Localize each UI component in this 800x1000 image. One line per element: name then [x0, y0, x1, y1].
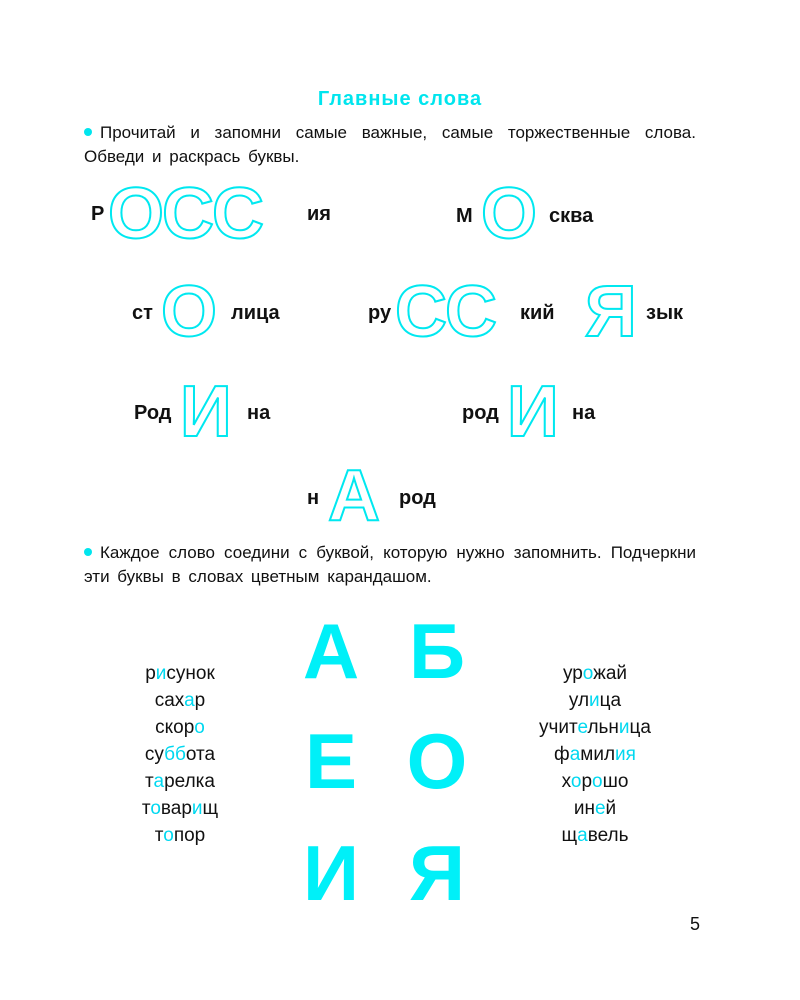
word-rodina2-pre: род — [462, 402, 499, 424]
big-letter-ya[interactable]: Я — [408, 829, 466, 917]
word-part: ин — [573, 798, 595, 819]
left-word-5[interactable] — [110, 795, 250, 822]
word-narod-outline-letter[interactable]: А — [328, 456, 380, 536]
highlighted-letters: бб — [164, 744, 186, 765]
left-word-6[interactable] — [110, 822, 250, 849]
word-part: т — [145, 771, 154, 792]
highlighted-letters: ия — [615, 744, 636, 765]
highlighted-letters: и — [191, 798, 203, 819]
word-moskva-outline-letter[interactable]: О — [481, 174, 538, 254]
word-part: скор — [155, 717, 195, 738]
word-moskva-pre: М — [456, 205, 473, 227]
left-word-4[interactable] — [110, 768, 250, 795]
word-part: х — [561, 771, 571, 792]
word-rossiya-post: ия — [307, 203, 331, 225]
word-part: пор — [173, 825, 206, 846]
word-part: су — [144, 744, 165, 765]
highlighted-letters: а — [569, 744, 581, 765]
word-part: вель — [587, 825, 629, 846]
word-rodina1-outline-letter[interactable]: И — [180, 372, 232, 452]
word-part: р — [194, 690, 206, 711]
word-yazyk-outline-letter[interactable]: Я — [585, 272, 637, 352]
word-rossiya-pre: Р — [91, 203, 105, 225]
word-part: т — [141, 798, 151, 819]
word-part: ца — [629, 717, 651, 738]
right-word-5[interactable] — [520, 795, 670, 822]
word-rodina1-pre: Род — [134, 402, 172, 424]
highlighted-letters: о — [592, 771, 603, 792]
word-part: сунок — [166, 663, 215, 684]
left-word-list — [110, 660, 250, 849]
right-word-4[interactable] — [520, 768, 670, 795]
highlighted-letters: и — [155, 663, 167, 684]
big-letter-b[interactable]: Б — [408, 607, 466, 695]
instruction-2-text: Каждое слово соедини с буквой, которую нужно запомнить. Подчеркни эти буквы в словах цветным карандашом. — [84, 543, 696, 586]
highlighted-letters: е — [594, 798, 606, 819]
highlighted-letters: о — [150, 798, 161, 819]
word-rossiya-outline-letters[interactable]: ОСС — [108, 174, 262, 254]
instruction-1-text: Прочитай и запомни самые важные, самые торжественные слова. Обведи и раскрась буквы. — [84, 123, 696, 166]
word-part: ота — [185, 744, 216, 765]
big-letter-e[interactable]: Е — [304, 717, 358, 805]
word-rodina1-post: на — [247, 402, 271, 424]
word-part: учит — [538, 717, 578, 738]
word-part: р — [145, 663, 156, 684]
instruction-2 — [84, 541, 696, 589]
left-word-2[interactable] — [110, 714, 250, 741]
right-word-6[interactable] — [520, 822, 670, 849]
word-stolica-outline-letter[interactable]: О — [161, 272, 218, 352]
word-part: й — [605, 798, 617, 819]
highlighted-letters: о — [163, 825, 174, 846]
right-word-2[interactable] — [520, 714, 670, 741]
word-part: ца — [599, 690, 622, 711]
word-russkiy-pre: ру — [368, 302, 392, 324]
highlighted-letters: е — [577, 717, 588, 738]
word-part: ул — [568, 690, 590, 711]
word-yazyk-post: зык — [646, 302, 684, 324]
big-letter-o[interactable]: О — [406, 717, 468, 805]
word-part: вар — [160, 798, 192, 819]
bullet-icon — [84, 548, 92, 556]
highlighted-letters: и — [589, 690, 600, 711]
highlighted-letters: а — [184, 690, 195, 711]
word-russkiy-outline-letters[interactable]: СС — [395, 272, 495, 352]
right-word-0[interactable] — [520, 660, 670, 687]
left-word-3[interactable] — [110, 741, 250, 768]
word-part: р — [581, 771, 593, 792]
left-word-0[interactable] — [110, 660, 250, 687]
word-part: льн — [587, 717, 619, 738]
word-part: т — [154, 825, 164, 846]
highlighted-letters: о — [582, 663, 594, 684]
word-rodina2-post: на — [572, 402, 596, 424]
word-part: релка — [164, 771, 215, 792]
word-narod-pre: н — [307, 487, 320, 509]
word-rodina2-outline-letter[interactable]: И — [507, 372, 559, 452]
word-part: ф — [554, 744, 570, 765]
word-narod-post: род — [399, 487, 436, 509]
instruction-1 — [84, 121, 696, 169]
left-word-1[interactable] — [110, 687, 250, 714]
right-word-list — [520, 660, 670, 849]
bullet-icon — [84, 128, 92, 136]
highlighted-letters: а — [577, 825, 588, 846]
word-part: щ — [202, 798, 219, 819]
big-letter-a[interactable]: А — [302, 607, 360, 695]
word-part: ур — [562, 663, 583, 684]
highlighted-letters: о — [570, 771, 582, 792]
word-part: сах — [154, 690, 185, 711]
word-part: жай — [593, 663, 628, 684]
right-word-3[interactable] — [520, 741, 670, 768]
highlighted-letters: и — [618, 717, 630, 738]
word-moskva-post: сква — [549, 205, 594, 227]
word-stolica-post: лица — [231, 302, 280, 324]
page-number: 5 — [689, 914, 700, 934]
word-part: щ — [561, 825, 578, 846]
right-word-1[interactable] — [520, 687, 670, 714]
word-russkiy-post: кий — [520, 302, 555, 324]
highlighted-letters: о — [194, 717, 205, 738]
word-stolica-pre: ст — [132, 302, 153, 324]
word-part: мил — [580, 744, 616, 765]
big-letter-i[interactable]: И — [302, 829, 360, 917]
word-part: шо — [602, 771, 629, 792]
highlighted-letters: а — [153, 771, 165, 792]
page-title: Главные слова — [317, 88, 483, 110]
